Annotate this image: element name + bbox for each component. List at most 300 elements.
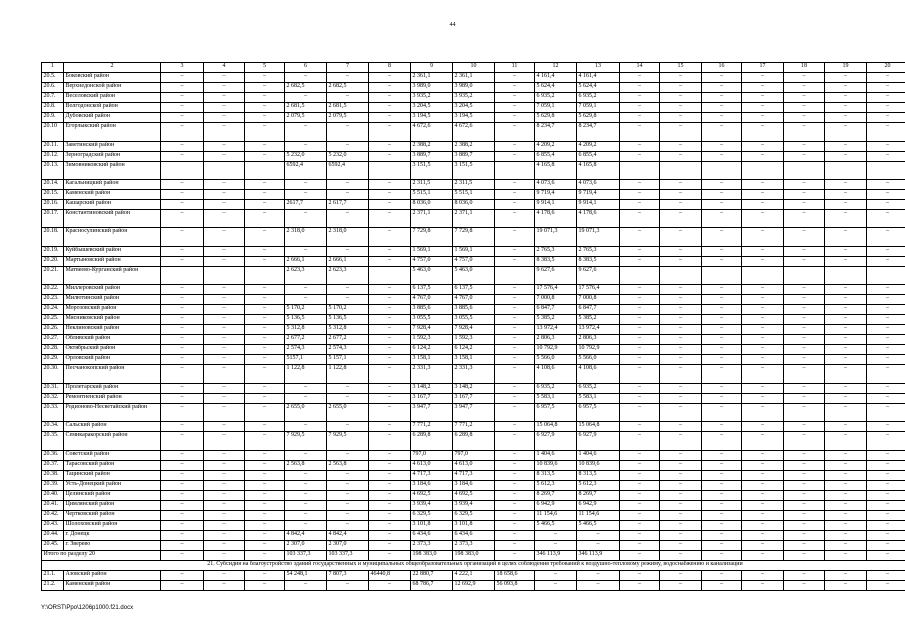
- table-cell: –: [742, 190, 784, 200]
- table-cell: –: [285, 73, 327, 83]
- table-cell: 5 232,0: [327, 151, 369, 161]
- table-cell: –: [660, 113, 702, 123]
- table-cell: 7 771,2: [411, 422, 453, 432]
- table-cell: –: [495, 393, 535, 403]
- table-cell: –: [245, 285, 285, 295]
- table-cell: –: [867, 355, 905, 365]
- table-cell: –: [702, 432, 742, 450]
- table-cell: –: [245, 190, 285, 200]
- table-cell: –: [784, 93, 825, 103]
- table-cell: –: [204, 256, 245, 266]
- table-cell: –: [245, 179, 285, 189]
- table-cell: –: [660, 123, 702, 141]
- table-cell: 2 806,3: [577, 335, 620, 345]
- table-cell: –: [495, 345, 535, 355]
- table-cell: –: [702, 422, 742, 432]
- table-cell: –: [702, 246, 742, 256]
- table-cell: 2 331,3: [411, 365, 453, 383]
- table-cell: –: [742, 228, 784, 246]
- table-cell: –: [825, 295, 867, 305]
- table-cell: –: [245, 305, 285, 315]
- table-cell: –: [702, 210, 742, 228]
- table-cell: 3 889,7: [453, 151, 495, 161]
- table-cell: –: [702, 83, 742, 93]
- table-cell: –: [369, 335, 411, 345]
- table-cell: –: [204, 285, 245, 295]
- table-cell: –: [369, 432, 411, 450]
- table-cell: –: [204, 500, 245, 510]
- table-cell: –: [369, 210, 411, 228]
- table-cell: 4 757,0: [453, 256, 495, 266]
- table-cell: –: [784, 305, 825, 315]
- table-cell: –: [620, 285, 660, 295]
- table-cell: –: [867, 581, 905, 591]
- table-cell: –: [702, 93, 742, 103]
- table-cell: –: [620, 315, 660, 325]
- table-cell: –: [867, 571, 905, 581]
- table-cell: –: [245, 383, 285, 393]
- table-cell: 10 839,6: [535, 460, 577, 470]
- table-cell: –: [285, 210, 327, 228]
- table-cell: –: [204, 480, 245, 490]
- table-cell: 5 157,1: [327, 355, 369, 365]
- table-cell: –: [495, 325, 535, 335]
- total-cell: –: [784, 550, 825, 560]
- table-cell: –: [784, 103, 825, 113]
- table-cell: 2 666,1: [285, 256, 327, 266]
- district-name: Тацинский район: [64, 470, 161, 480]
- table-cell: –: [660, 500, 702, 510]
- table-cell: –: [660, 295, 702, 305]
- table-cell: –: [369, 355, 411, 365]
- table-cell: 2 655,0: [285, 403, 327, 421]
- total-cell: 198 383,0: [411, 550, 453, 560]
- table-cell: 6 289,8: [411, 432, 453, 450]
- table-cell: –: [620, 520, 660, 530]
- table-cell: –: [369, 256, 411, 266]
- table-cell: –: [327, 295, 369, 305]
- table-cell: –: [369, 460, 411, 470]
- table-cell: –: [825, 530, 867, 540]
- table-cell: –: [245, 403, 285, 421]
- column-number-header: 14: [620, 63, 660, 73]
- table-cell: –: [161, 422, 204, 432]
- table-cell: –: [660, 393, 702, 403]
- table-cell: 20.42.: [42, 510, 64, 520]
- table-cell: –: [660, 460, 702, 470]
- table-cell: –: [742, 422, 784, 432]
- table-cell: [742, 161, 784, 179]
- table-cell: –: [702, 490, 742, 500]
- table-cell: –: [660, 246, 702, 256]
- district-name: Красносулинский район: [64, 228, 161, 246]
- table-cell: 11 154,6: [535, 510, 577, 520]
- table-cell: 20.43.: [42, 520, 64, 530]
- table-cell: –: [369, 383, 411, 393]
- table-cell: –: [285, 141, 327, 151]
- table-cell: –: [825, 571, 867, 581]
- table-cell: 6 935,2: [535, 93, 577, 103]
- table-cell: [867, 161, 905, 179]
- table-cell: 20.24.: [42, 305, 64, 315]
- table-cell: –: [784, 460, 825, 470]
- table-cell: –: [161, 470, 204, 480]
- table-cell: –: [784, 200, 825, 210]
- table-cell: –: [245, 246, 285, 256]
- table-cell: –: [204, 510, 245, 520]
- table-row: [42, 266, 905, 284]
- table-cell: –: [161, 571, 204, 581]
- table-cell: 6 137,5: [453, 285, 495, 295]
- table-cell: 10 792,9: [535, 345, 577, 355]
- table-cell: –: [867, 403, 905, 421]
- table-cell: –: [784, 470, 825, 480]
- table-cell: –: [620, 325, 660, 335]
- table-cell: 5 624,4: [577, 83, 620, 93]
- district-name: Зерноградский район: [64, 151, 161, 161]
- table-cell: 20.19.: [42, 246, 64, 256]
- table-cell: –: [369, 345, 411, 355]
- column-number-header: 18: [784, 63, 825, 73]
- table-cell: –: [825, 256, 867, 266]
- table-cell: –: [495, 335, 535, 345]
- table-cell: –: [285, 480, 327, 490]
- column-number-header: 3: [161, 63, 204, 73]
- table-cell: –: [784, 530, 825, 540]
- column-number-header: 13: [577, 63, 620, 73]
- table-cell: –: [867, 480, 905, 490]
- table-cell: –: [702, 113, 742, 123]
- table-cell: –: [742, 113, 784, 123]
- table-row: [42, 450, 905, 460]
- table-cell: –: [245, 490, 285, 500]
- table-cell: 4 108,6: [535, 365, 577, 383]
- table-cell: –: [825, 141, 867, 151]
- table-cell: –: [825, 325, 867, 335]
- table-cell: 20.8.: [42, 103, 64, 113]
- table-cell: –: [784, 83, 825, 93]
- table-cell: –: [327, 490, 369, 500]
- table-cell: –: [161, 190, 204, 200]
- table-cell: –: [620, 103, 660, 113]
- table-cell: 5 170,2: [327, 305, 369, 315]
- district-name: Кагальницкий район: [64, 179, 161, 189]
- table-cell: –: [495, 151, 535, 161]
- table-cell: 20.11.: [42, 141, 64, 151]
- table-cell: 8 383,5: [535, 256, 577, 266]
- table-cell: –: [495, 246, 535, 256]
- table-cell: –: [742, 141, 784, 151]
- table-cell: 6 329,5: [411, 510, 453, 520]
- table-cell: –: [867, 305, 905, 315]
- table-cell: –: [702, 256, 742, 266]
- table-cell: 8 234,7: [535, 123, 577, 141]
- table-cell: 5 612,3: [535, 480, 577, 490]
- table-cell: –: [245, 345, 285, 355]
- table-cell: 5 463,0: [411, 266, 453, 284]
- table-cell: 3 989,0: [453, 83, 495, 93]
- table-cell: –: [702, 179, 742, 189]
- table-cell: –: [495, 355, 535, 365]
- table-cell: –: [369, 123, 411, 141]
- table-cell: –: [702, 581, 742, 591]
- table-cell: –: [369, 315, 411, 325]
- table-cell: –: [285, 383, 327, 393]
- table-cell: –: [161, 285, 204, 295]
- table-cell: 13 972,4: [535, 325, 577, 335]
- table-cell: 2 574,3: [285, 345, 327, 355]
- table-row: [42, 315, 905, 325]
- table-cell: –: [620, 246, 660, 256]
- table-cell: –: [245, 510, 285, 520]
- district-name: Каменский район: [64, 581, 161, 591]
- table-cell: 6 927,9: [577, 432, 620, 450]
- table-cell: –: [867, 93, 905, 103]
- table-cell: 2 623,3: [327, 266, 369, 284]
- total-cell: 103 337,3: [327, 550, 369, 560]
- table-cell: –: [161, 480, 204, 490]
- table-cell: –: [204, 393, 245, 403]
- table-cell: –: [660, 470, 702, 480]
- table-cell: –: [327, 190, 369, 200]
- table-cell: 20.27.: [42, 335, 64, 345]
- table-cell: –: [702, 315, 742, 325]
- table-cell: –: [867, 228, 905, 246]
- table-cell: –: [825, 345, 867, 355]
- table-cell: –: [161, 432, 204, 450]
- table-cell: 19 071,3: [535, 228, 577, 246]
- table-cell: 20.17.: [42, 210, 64, 228]
- table-cell: [702, 266, 742, 284]
- table-cell: –: [161, 305, 204, 315]
- table-cell: –: [161, 383, 204, 393]
- table-cell: –: [285, 285, 327, 295]
- table-cell: –: [161, 403, 204, 421]
- table-cell: 7 729,8: [411, 228, 453, 246]
- table-cell: –: [867, 123, 905, 141]
- table-cell: –: [285, 123, 327, 141]
- table-cell: 15 064,8: [535, 422, 577, 432]
- table-cell: 7 929,5: [285, 432, 327, 450]
- table-cell: –: [825, 83, 867, 93]
- table-cell: –: [702, 151, 742, 161]
- district-name: Обливский район: [64, 335, 161, 345]
- district-name: Константиновский район: [64, 210, 161, 228]
- table-cell: –: [620, 500, 660, 510]
- table-cell: 3 158,1: [453, 355, 495, 365]
- table-cell: 2 563,8: [327, 460, 369, 470]
- table-cell: –: [620, 581, 660, 591]
- table-cell: –: [742, 179, 784, 189]
- table-cell: 20.7.: [42, 93, 64, 103]
- table-cell: –: [161, 295, 204, 305]
- table-cell: –: [867, 510, 905, 520]
- table-cell: 2 617,7: [327, 200, 369, 210]
- table-cell: –: [327, 422, 369, 432]
- table-cell: 6 847,7: [577, 305, 620, 315]
- table-cell: –: [369, 540, 411, 550]
- table-cell: –: [742, 510, 784, 520]
- table-cell: –: [620, 480, 660, 490]
- table-cell: –: [495, 480, 535, 490]
- table-cell: –: [825, 520, 867, 530]
- table-cell: –: [702, 295, 742, 305]
- table-cell: 5 629,8: [577, 113, 620, 123]
- table-cell: –: [867, 315, 905, 325]
- table-cell: –: [702, 393, 742, 403]
- table-cell: –: [495, 530, 535, 540]
- district-name: Заветинский район: [64, 141, 161, 151]
- table-cell: –: [495, 305, 535, 315]
- table-cell: –: [702, 123, 742, 141]
- table-cell: 2 388,2: [453, 141, 495, 151]
- table-row: [42, 335, 905, 345]
- district-name: Целинский район: [64, 490, 161, 500]
- table-cell: –: [660, 540, 702, 550]
- table-cell: –: [702, 345, 742, 355]
- table-cell: –: [620, 190, 660, 200]
- table-cell: 4 209,2: [577, 141, 620, 151]
- table-cell: –: [245, 480, 285, 490]
- table-row: [42, 540, 905, 550]
- table-cell: –: [742, 365, 784, 383]
- table-cell: 3 055,5: [411, 315, 453, 325]
- table-cell: –: [784, 500, 825, 510]
- total-cell: 346 113,9: [535, 550, 577, 560]
- table-cell: –: [742, 480, 784, 490]
- table-cell: –: [660, 210, 702, 228]
- table-cell: –: [535, 530, 577, 540]
- table-cell: –: [660, 179, 702, 189]
- column-number-header: 6: [285, 63, 327, 73]
- table-cell: –: [702, 470, 742, 480]
- table-cell: –: [327, 141, 369, 151]
- table-cell: 7 807,3: [327, 571, 369, 581]
- table-row: [42, 460, 905, 470]
- table-cell: –: [784, 246, 825, 256]
- table-cell: 4 161,4: [535, 73, 577, 83]
- table-cell: –: [660, 365, 702, 383]
- district-name: Морозовский район: [64, 305, 161, 315]
- table-cell: –: [742, 460, 784, 470]
- district-name: Октябрьский район: [64, 345, 161, 355]
- district-name: Усть-Донецкий район: [64, 480, 161, 490]
- table-cell: –: [620, 403, 660, 421]
- table-cell: –: [620, 571, 660, 581]
- table-cell: –: [784, 123, 825, 141]
- district-name: Ремонтненский район: [64, 393, 161, 403]
- table-cell: –: [204, 460, 245, 470]
- table-cell: 5 136,5: [327, 315, 369, 325]
- column-number-header: 10: [453, 63, 495, 73]
- table-cell: –: [495, 73, 535, 83]
- table-cell: –: [784, 151, 825, 161]
- table-cell: –: [742, 246, 784, 256]
- column-number-header: 19: [825, 63, 867, 73]
- table-cell: –: [245, 581, 285, 591]
- table-cell: 6 124,2: [411, 345, 453, 355]
- table-cell: 19 071,3: [577, 228, 620, 246]
- district-name: Пролетарский район: [64, 383, 161, 393]
- table-cell: 9 627,6: [577, 266, 620, 284]
- table-cell: –: [161, 335, 204, 345]
- table-cell: 5 466,5: [577, 520, 620, 530]
- table-cell: –: [867, 103, 905, 113]
- table-cell: 68 786,7: [411, 581, 453, 591]
- table-cell: –: [204, 490, 245, 500]
- table-cell: –: [660, 285, 702, 295]
- district-name: Миллеровский район: [64, 285, 161, 295]
- table-cell: –: [660, 345, 702, 355]
- table-cell: 3 148,2: [453, 383, 495, 393]
- table-cell: 20.12.: [42, 151, 64, 161]
- table-cell: 3 935,2: [411, 93, 453, 103]
- table-cell: –: [867, 295, 905, 305]
- table-cell: 2 682,5: [327, 83, 369, 93]
- table-cell: –: [245, 73, 285, 83]
- table-cell: –: [204, 530, 245, 540]
- table-cell: –: [577, 571, 620, 581]
- table-cell: 3 194,5: [411, 113, 453, 123]
- total-cell: 346 113,9: [577, 550, 620, 560]
- table-cell: –: [161, 123, 204, 141]
- table-cell: 2 681,5: [285, 103, 327, 113]
- table-cell: 2617,7: [285, 200, 327, 210]
- table-cell: –: [825, 510, 867, 520]
- table-cell: –: [825, 470, 867, 480]
- table-cell: –: [620, 470, 660, 480]
- table-cell: –: [825, 432, 867, 450]
- table-cell: –: [495, 295, 535, 305]
- table-cell: –: [620, 490, 660, 500]
- district-name: Каменский район: [64, 190, 161, 200]
- district-name: Родионово-Несветайский район: [64, 403, 161, 421]
- district-name: Орловский район: [64, 355, 161, 365]
- table-row: [42, 93, 905, 103]
- table-cell: –: [204, 432, 245, 450]
- column-number-header: 7: [327, 63, 369, 73]
- table-cell: –: [825, 355, 867, 365]
- table-row: [42, 432, 905, 450]
- table-cell: 7 928,4: [453, 325, 495, 335]
- table-cell: 1 404,6: [535, 450, 577, 460]
- table-cell: –: [742, 335, 784, 345]
- table-row: [42, 113, 905, 123]
- table-cell: –: [204, 141, 245, 151]
- table-cell: 1 569,1: [453, 246, 495, 256]
- table-cell: –: [742, 355, 784, 365]
- table-cell: 9 914,1: [535, 200, 577, 210]
- table-cell: 6 935,2: [577, 93, 620, 103]
- table-cell: –: [620, 200, 660, 210]
- column-number-header: 8: [369, 63, 411, 73]
- table-cell: –: [327, 383, 369, 393]
- table-cell: –: [161, 73, 204, 83]
- table-cell: –: [204, 422, 245, 432]
- table-cell: –: [742, 93, 784, 103]
- table-cell: –: [495, 450, 535, 460]
- table-row: [42, 305, 905, 315]
- table-cell: –: [369, 470, 411, 480]
- table-cell: –: [245, 432, 285, 450]
- table-cell: –: [702, 365, 742, 383]
- table-cell: 5 466,5: [535, 520, 577, 530]
- table-cell: –: [867, 500, 905, 510]
- table-cell: –: [620, 73, 660, 83]
- table-cell: 21.1.: [42, 571, 64, 581]
- table-cell: –: [742, 470, 784, 480]
- table-cell: 7 059,1: [535, 103, 577, 113]
